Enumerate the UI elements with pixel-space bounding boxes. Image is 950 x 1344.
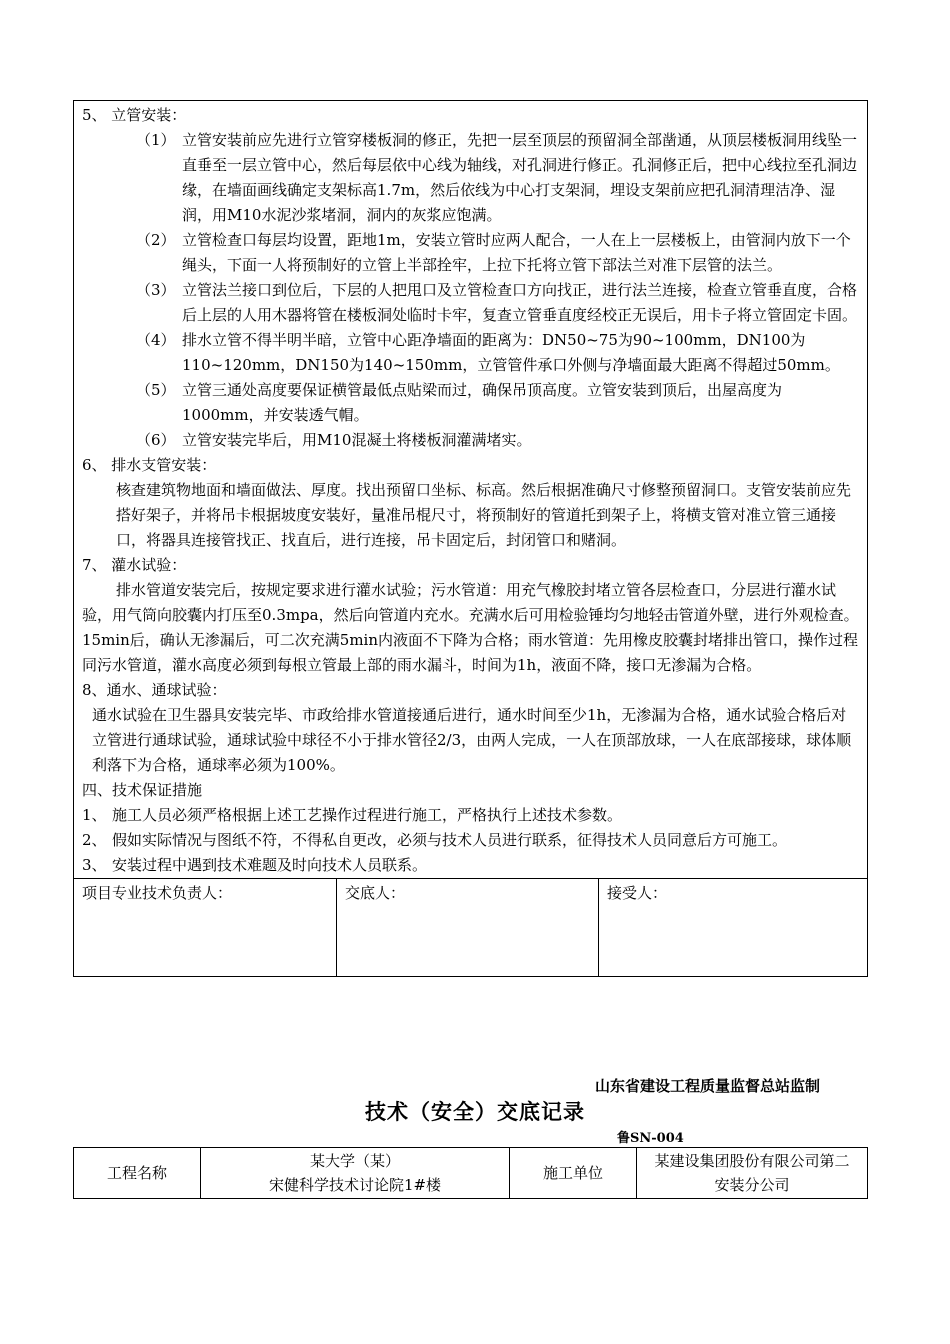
section-7-text: 排水管道安装完后，按规定要求进行灌水试验；污水管道：用充气橡胶封堵立管各层检查口，分层进行灌水试验，用气筒向胶囊内打压至0.3mpa，然后向管道内充水。充满水后可用检验锤均匀地轻击管道外壁，进行外观检查。15min后，确认无渗漏后，可二次充满5min内液面不下降为合格；雨水管道：先用橡皮胶囊封堵排出管口，操作过程同污水管道，灌水高度必须到每根立管最上部的雨水漏斗，时间为1h，液面不降，接口无渗漏为合格。 [82,581,859,674]
list-item [82,428,859,453]
section-6-text: 核查建筑物地面和墙面做法、厚度。找出预留口坐标、标高。然后根据准确尺寸修整预留洞口。支管安装前应先搭好架子，并将吊卡根据坡度安装好，量准吊棍尺寸，将预制好的管道托到架子上，将横支管对准立管三通接口，将器具连接管找正、找直后，进行连接，吊卡固定后，封闭管口和赌洞。 [116,481,852,549]
construction-unit-line-2: 安装分公司 [714,1176,790,1194]
item-text: 立管安装前应先进行立管穿楼板洞的修正，先把一层至顶层的预留洞全部凿通，从顶层楼板洞用线坠一直垂至一层立管中心，然后每层依中心线为轴线，对孔洞进行修正。孔洞修正后，把中心线拉至孔洞边缘，在墙面画线确定支架标高1.7m，然后依线为中心打支架洞，埋设支架前应把孔洞清理洁净、湿润，用M10水泥沙浆堵洞，洞内的灰浆应饱满。 [182,131,858,224]
section-8-title: 8、通水、通球试验： [82,681,227,699]
list-item [82,328,859,378]
item-number: （1） [136,131,176,149]
item-text: 立管检查口每层均设置，距地1m，安装立管时应两人配合，一人在上一层楼板上，由管洞内放下一个绳头，下面一人将预制好的立管上半部拴牢，上拉下托将立管下部法兰对准下层管的法兰。 [182,231,851,274]
document-code: 鲁SN-004 [617,1131,684,1146]
construction-unit-line-1: 某建设集团股份有限公司第二 [654,1152,850,1170]
section-6-title: 6、 排水支管安装： [82,456,217,474]
item-number: （4） [136,331,176,349]
item-number: 2、 [82,831,107,849]
list-item [82,378,859,428]
section-8-text: 通水试验在卫生器具安装完毕、市政给排水管道接通后进行，通水时间至少1h，无渗漏为合格，通水试验合格后对立管进行通球试验，通球试验中球径不小于排水管径2/3，由两人完成，一人在顶部放球，一人在底部接球，球体顺利落下为合格，通球率必须为100%。 [92,706,852,774]
project-name-line-1: 某大学（某） [309,1152,400,1170]
disclosure-content-box [73,100,868,977]
construction-unit-value [637,1148,868,1199]
document-title: 技术（安全）交底记录 [365,1099,585,1124]
project-name-label: 工程名称 [74,1148,201,1199]
list-item [82,228,859,278]
item-text: 立管三通处高度要保证横管最低点贴梁而过，确保吊顶高度。立管安装到顶后，出屋高度为1000mm，并安装透气帽。 [182,381,783,424]
item-text: 立管安装完毕后，用M10混凝土将楼板洞灌满堵实。 [182,431,532,449]
supervising-org: 山东省建设工程质量监督总站监制 [595,1077,821,1095]
item-text: 施工人员必须严格根据上述工艺操作过程进行施工，严格执行上述技术参数。 [112,806,623,824]
item-number: 1、 [82,806,107,824]
item-text: 立管法兰接口到位后，下层的人把甩口及立管检查口方向找正，进行法兰连接，检查立管垂直度，合格后上层的人用木器将管在楼板洞处临时卡牢，复查立管垂直度经校正无误后，用卡子将立管固定卡固。 [182,281,858,324]
item-number: 3、 [82,856,107,874]
signature-discloser-cell [336,879,598,976]
list-item [82,128,859,228]
item-number: （2） [136,231,176,249]
list-item [82,853,859,878]
item-text: 假如实际情况与图纸不符，不得私自更改，必须与技术人员进行联系，征得技术人员同意后方可施工。 [112,831,788,849]
item-number: （3） [136,281,176,299]
section-5-title: 5、 立管安装： [82,106,187,124]
section-7-title: 7、 灌水试验： [82,556,187,574]
construction-unit-label: 施工单位 [510,1148,637,1199]
signature-receiver-cell [598,879,867,976]
project-name-line-2: 宋健科学技术讨论院1#楼 [268,1176,442,1194]
signature-receiver-label: 接受人： [607,884,668,902]
item-number: （5） [136,381,176,399]
project-info-table [73,1147,868,1199]
disclosure-body [74,101,867,878]
list-item [82,828,859,853]
section-4-title: 四、技术保证措施 [82,781,203,799]
item-text: 排水立管不得半明半暗，立管中心距净墙面的距离为：DN50~75为90~100mm，DN100为110~120mm，DN150为140~150mm，立管管件承口外侧与净墙面最大距离不得超过50mm。 [182,331,840,374]
item-text: 安装过程中遇到技术难题及时向技术人员联系。 [112,856,428,874]
project-name-value [201,1148,510,1199]
signature-discloser-label: 交底人： [345,884,406,902]
signature-responsible-cell [74,879,336,976]
signature-row [74,878,867,976]
item-number: （6） [136,431,176,449]
list-item [82,803,859,828]
signature-responsible-label: 项目专业技术负责人： [82,884,233,902]
list-item [82,278,859,328]
